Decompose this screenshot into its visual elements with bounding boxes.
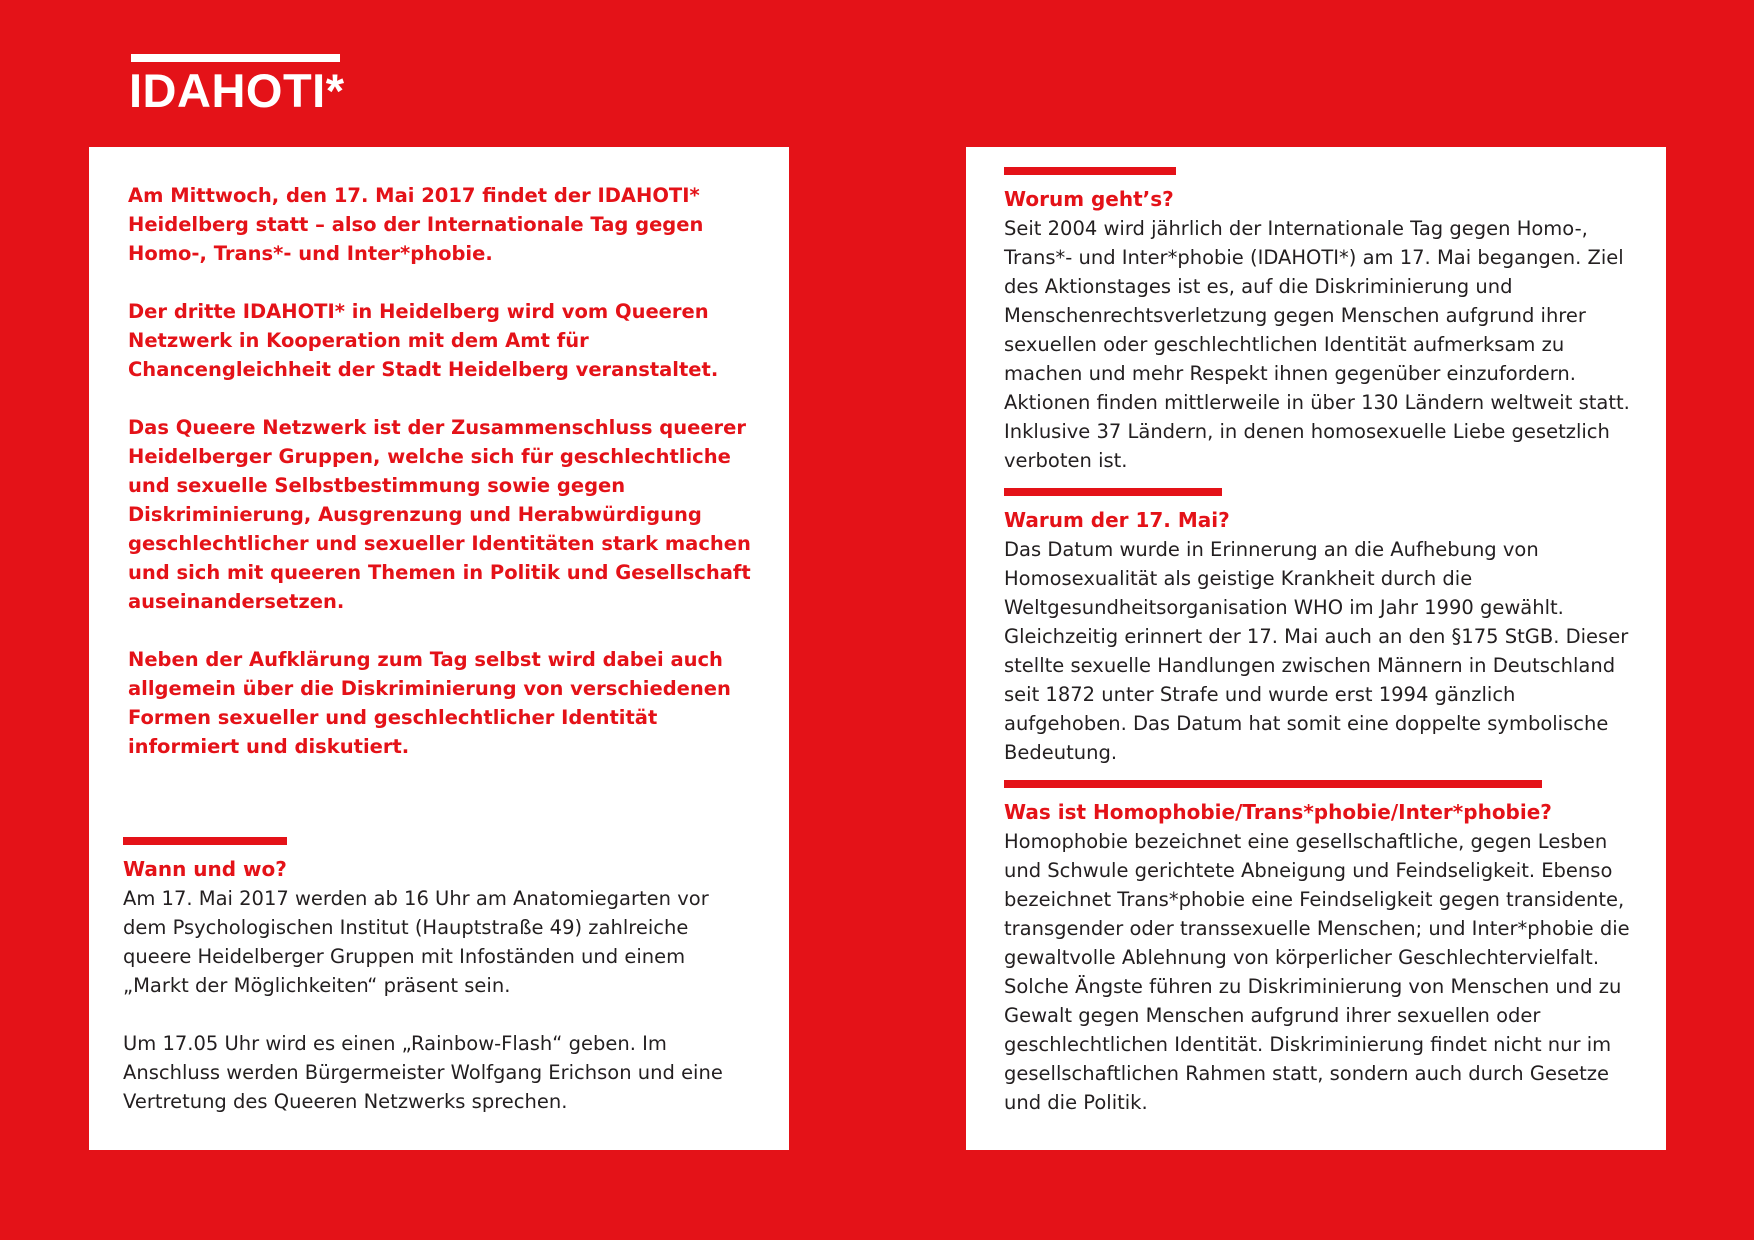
intro-paragraph-3: Das Queere Netzwerk ist der Zusammenschluss queerer Heidelberger Gruppen, welche sich für geschlechtliche und sexuelle Selbstbestimmung sowie gegen Diskriminierung, Ausgrenzung und Herabwürdigung geschlechtlicher und sexueller Identitäten stark machen und sich mit queeren Themen in Politik und Gesellschaft auseinandersetzen.	[128, 416, 751, 613]
section-heading-why: Warum der 17. Mai?	[1004, 508, 1230, 532]
section-divider-bar	[1004, 780, 1542, 788]
section-when-where	[123, 837, 753, 1116]
logo-title: IDAHOTI*	[129, 64, 345, 117]
section-divider-bar	[1004, 488, 1222, 496]
section-body-about: Seit 2004 wird jährlich der Internationale Tag gegen Homo-, Trans*- und Inter*phobie (IDAHOTI*) am 17. Mai begangen. Ziel des Aktionstages ist es, auf die Diskriminierung und Menschenrechtsverletzung gegen Menschen aufgrund ihrer sexuellen oder geschlechtlichen Identität aufmerksam zu machen und mehr Respekt ihnen gegenüber einzufordern. Aktionen finden mittlerweile in über 130 Ländern weltweit statt. Inklusive 37 Ländern, in denen homosexuelle Liebe gesetzlich verboten ist.	[1004, 217, 1630, 472]
section-about	[1004, 167, 1634, 475]
right-panel	[966, 147, 1666, 1150]
section-heading-about: Worum geht’s?	[1004, 187, 1174, 211]
section-body-when-1: Am 17. Mai 2017 werden ab 16 Uhr am Anatomiegarten vor dem Psychologischen Institut (Hauptstraße 49) zahlreiche queere Heidelberger Gruppen mit Infoständen und einem „Markt der Möglichkeiten“ präsent sein.	[123, 887, 709, 997]
section-what-is-phobia	[1004, 780, 1634, 1117]
intro-paragraph-1: Am Mittwoch, den 17. Mai 2017 findet der IDAHOTI* Heidelberg statt – also der Internationale Tag gegen Homo-, Trans*- und Inter*phobie.	[128, 184, 704, 265]
section-heading-when-where: Wann und wo?	[123, 857, 287, 881]
section-divider-bar	[123, 837, 287, 845]
section-body-when-2: Um 17.05 Uhr wird es einen „Rainbow-Flash“ geben. Im Anschluss werden Bürgermeister Wolfgang Erichson und eine Vertretung des Queeren Netzwerks sprechen.	[123, 1032, 723, 1113]
intro-paragraph-4: Neben der Aufklärung zum Tag selbst wird dabei auch allgemein über die Diskriminierung von verschiedenen Formen sexueller und geschlechtlicher Identität informiert und diskutiert.	[128, 648, 731, 758]
section-why-may-17	[1004, 488, 1634, 767]
logo-bar	[131, 54, 340, 62]
left-panel	[89, 147, 789, 1150]
intro-paragraph-2: Der dritte IDAHOTI* in Heidelberg wird vom Queeren Netzwerk in Kooperation mit dem Amt für Chancengleichheit der Stadt Heidelberg veranstaltet.	[128, 300, 719, 381]
section-heading-what: Was ist Homophobie/Trans*phobie/Inter*phobie?	[1004, 800, 1552, 824]
intro-text	[128, 181, 758, 790]
section-body-what: Homophobie bezeichnet eine gesellschaftliche, gegen Lesben und Schwule gerichtete Abneigung und Feindseligkeit. Ebenso bezeichnet Trans*phobie eine Feindseligkeit gegen transidente, transgender oder transsexuelle Menschen; und Inter*phobie die gewaltvolle Ablehnung von körperlicher Geschlechtervielfalt. Solche Ängste führen zu Diskriminierung von Menschen und zu Gewalt gegen Menschen aufgrund ihrer sexuellen oder geschlechtlichen Identität. Diskriminierung findet nicht nur im gesellschaftlichen Rahmen statt, sondern auch durch Gesetze und die Politik.	[1004, 830, 1630, 1114]
section-divider-bar	[1004, 167, 1176, 175]
section-body-why: Das Datum wurde in Erinnerung an die Aufhebung von Homosexualität als geistige Krankheit durch die Weltgesundheitsorganisation WHO im Jahr 1990 gewählt. Gleichzeitig erinnert der 17. Mai auch an den §175 StGB. Dieser stellte sexuelle Handlungen zwischen Männern in Deutschland seit 1872 unter Strafe und wurde erst 1994 gänzlich aufgehoben. Das Datum hat somit eine doppelte symbolische Bedeutung.	[1004, 538, 1629, 764]
